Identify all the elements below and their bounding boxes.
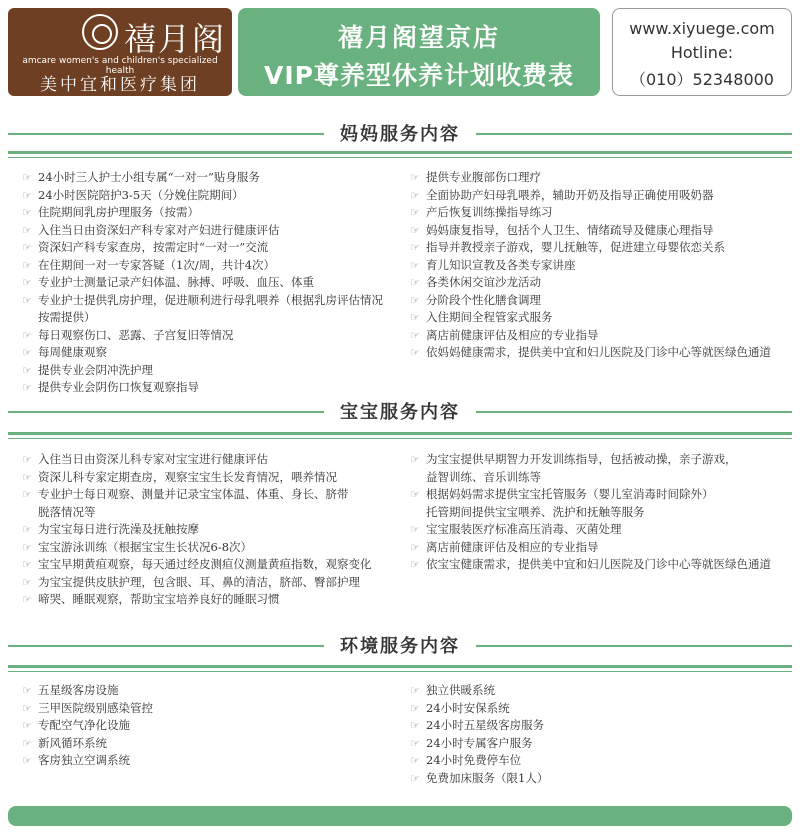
logo-name: 禧月阁: [124, 20, 227, 58]
mom-service-list-left: [22, 169, 402, 397]
list-item: ☞ 客房独立空调系统: [22, 752, 402, 770]
contact-box: [612, 8, 792, 96]
list-item: ☞ 24小时五星级客房服务: [410, 717, 790, 735]
list-item: ☞ 育儿知识宣教及各类专家讲座: [410, 257, 790, 275]
list-item: ☞ 每周健康观察: [22, 344, 402, 362]
hotline-label: Hotline:: [670, 43, 734, 62]
list-item: ☞ 提供专业腹部伤口理疗: [410, 169, 790, 187]
website-link[interactable]: www.xiyuege.com: [629, 19, 775, 38]
list-item: ☞ 提供专业会阴冲洗护理: [22, 362, 402, 380]
list-item: ☞ 各类休闲交谊沙龙活动: [410, 274, 790, 292]
list-item: ☞ 为宝宝提供皮肤护理，包含眼、耳、鼻的清洁，脐部、臀部护理: [22, 574, 402, 592]
divider-line: [476, 645, 792, 647]
list-item: ☞ 全面协助产妇母乳喂养，辅助开奶及指导正确使用吸奶器: [410, 187, 790, 205]
list-item: ☞ 24小时安保系统: [410, 700, 790, 718]
divider-line: [476, 133, 792, 135]
section-header-environment: [8, 632, 792, 662]
list-item: ☞ 在住期间一对一专家答疑（1次/周，共计4次）: [22, 257, 402, 275]
page-subtitle: VIP尊养型休养计划收费表: [264, 61, 574, 90]
list-item: ☞ 啼哭、睡眠观察，帮助宝宝培养良好的睡眠习惯: [22, 591, 402, 609]
list-item: ☞ 产后恢复训练操指导练习: [410, 204, 790, 222]
list-item: ☞ 入住当日由资深妇产科专家对产妇进行健康评估: [22, 222, 402, 240]
list-item: ☞ 专业护士提供乳房护理，促进顺利进行母乳喂养（根据乳房评估情况: [22, 292, 402, 310]
list-item: ☞ 免费加床服务（限1人）: [410, 770, 790, 788]
list-item-continuation: 托管期间提供宝宝喂养、洗护和抚触等服务: [426, 504, 645, 519]
mom-service-list-right: [410, 169, 790, 362]
section-title-environment: 环境服务内容: [340, 636, 460, 657]
list-item: ☞ 依妈妈健康需求，提供美中宜和妇儿医院及门诊中心等就医绿色通道: [410, 344, 790, 362]
list-item: ☞ 新风循环系统: [22, 735, 402, 753]
list-item: ☞ 分阶段个性化膳食调理: [410, 292, 790, 310]
list-item: ☞ 住院期间乳房护理服务（按需）: [22, 204, 402, 222]
list-item-continuation: 按需提供）: [38, 310, 96, 324]
section-rule: [8, 665, 792, 668]
list-item: ☞ 五星级客房设施: [22, 682, 402, 700]
logo-emblem-icon: [82, 14, 118, 50]
list-item: ☞ 专业护士每日观察、测量并记录宝宝体温、体重、身长、脐带: [22, 486, 402, 504]
list-item: ☞ 24小时医院陪护3-5天（分娩住院期间）: [22, 187, 402, 205]
list-item: ☞ 宝宝服装医疗标准高压消毒、灭菌处理: [410, 521, 790, 539]
page-title: 禧月阁望京店: [337, 23, 500, 52]
list-item: ☞ 离店前健康评估及相应的专业指导: [410, 327, 790, 345]
list-item-continuation: 益智训练、音乐训练等: [426, 469, 541, 484]
list-item: ☞ 资深妇产科专家查房，按需定时“一对一”交流: [22, 239, 402, 257]
list-item: ☞ 24小时免费停车位: [410, 752, 790, 770]
divider-line: [476, 411, 792, 413]
title-banner: [238, 8, 600, 96]
list-item: ☞ 专业护士测量记录产妇体温、脉搏、呼吸、血压、体重: [22, 274, 402, 292]
list-item: ☞ 宝宝游泳训练（根据宝宝生长状况6-8次）: [22, 539, 402, 557]
list-item: ☞ 三甲医院级别感染管控: [22, 700, 402, 718]
logo-group-name: 美中宜和医疗集团: [40, 75, 200, 95]
hotline-number: （010）52348000: [630, 70, 774, 89]
list-item: ☞ 入住当日由资深儿科专家对宝宝进行健康评估: [22, 451, 402, 469]
section-title-baby: 宝宝服务内容: [340, 402, 460, 423]
list-item: ☞ 为宝宝提供早期智力开发训练指导，包括被动操，亲子游戏，: [410, 451, 790, 469]
list-item: ☞ 指导并教授亲子游戏，婴儿抚触等，促进建立母婴依恋关系: [410, 239, 790, 257]
baby-service-list-right: [410, 451, 790, 574]
list-item: ☞ 为宝宝每日进行洗澡及抚触按摩: [22, 521, 402, 539]
list-item: ☞ 宝宝早期黄疸观察，每天通过经皮测疸仪测量黄疸指数，观察变化: [22, 556, 402, 574]
list-item: ☞ 离店前健康评估及相应的专业指导: [410, 539, 790, 557]
section-rule: [8, 151, 792, 154]
divider-line: [8, 411, 324, 413]
list-item: ☞ 提供专业会阴伤口恢复观察指导: [22, 379, 402, 397]
environment-service-list-right: [410, 682, 790, 787]
list-item: ☞ 独立供暖系统: [410, 682, 790, 700]
section-rule-thin: [8, 671, 792, 672]
section-rule: [8, 432, 792, 435]
list-item: ☞ 入住期间全程管家式服务: [410, 309, 790, 327]
section-rule-thin: [8, 157, 792, 158]
list-item: ☞ 24小时专属客户服务: [410, 735, 790, 753]
baby-service-list-left: [22, 451, 402, 609]
list-item: ☞ 24小时三人护士小组专属“一对一”贴身服务: [22, 169, 402, 187]
list-item: ☞ 资深儿科专家定期查房，观察宝宝生长发育情况，喂养情况: [22, 469, 402, 487]
list-item: ☞ 专配空气净化设施: [22, 717, 402, 735]
list-item-continuation: 脱落情况等: [38, 504, 96, 519]
list-item: ☞ 依宝宝健康需求，提供美中宜和妇儿医院及门诊中心等就医绿色通道: [410, 556, 790, 574]
list-item: ☞ 妈妈康复指导，包括个人卫生、情绪疏导及健康心理指导: [410, 222, 790, 240]
brand-logo: [8, 8, 232, 96]
list-item: ☞ 根据妈妈需求提供宝宝托管服务（婴儿室消毒时间除外）: [410, 486, 790, 504]
divider-line: [8, 645, 324, 647]
section-title-mom: 妈妈服务内容: [340, 124, 460, 145]
list-item: ☞ 每日观察伤口、恶露、子宫复旧等情况: [22, 327, 402, 345]
section-header-mom: [8, 120, 792, 150]
divider-line: [8, 133, 324, 135]
section-header-baby: [8, 398, 792, 428]
footer-bar: [8, 806, 792, 826]
environment-service-list-left: [22, 682, 402, 770]
section-rule-thin: [8, 438, 792, 439]
logo-english-tagline: amcare women's and children's specialized health: [22, 56, 218, 76]
